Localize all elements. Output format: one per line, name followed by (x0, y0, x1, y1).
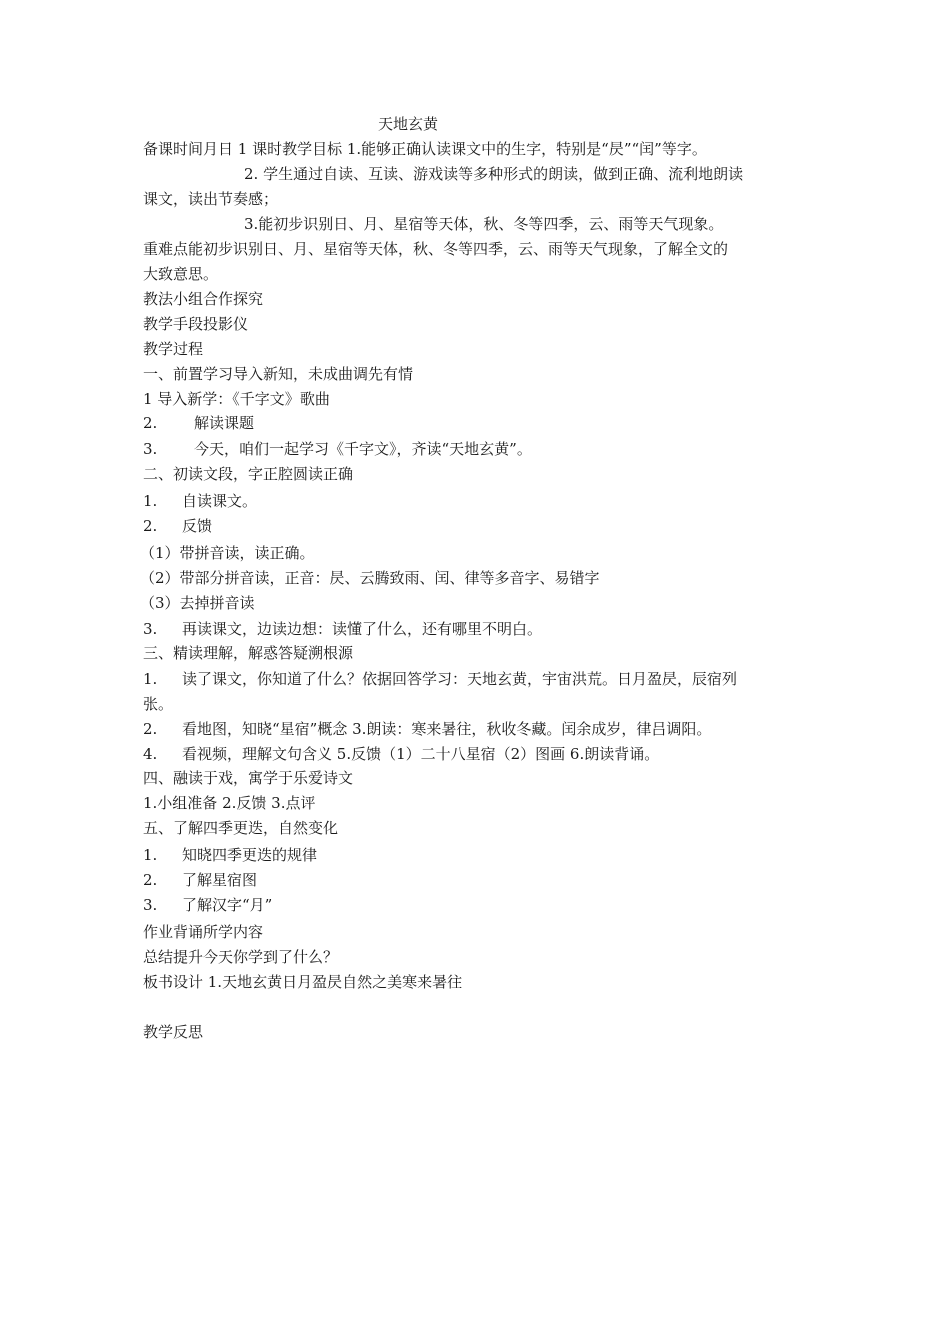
item-text: 今天，咱们一起学习《千字文》，齐读“天地玄黄”。 (194, 440, 532, 458)
item-number: 2. (143, 517, 158, 535)
section-5-title: 五、了解四季更迭，自然变化 (143, 819, 339, 837)
teaching-means: 教学手段投影仪 (143, 315, 249, 333)
section-3-item-1 (143, 669, 737, 689)
item-text: 看视频，理解文句含义 5.反馈（1）二十八星宿（2）图画 6.朗读背诵。 (182, 745, 660, 763)
section-2-item-3 (143, 619, 542, 639)
section-3-item-2 (143, 719, 711, 739)
item-number: 1. (143, 846, 158, 864)
item-number: 2. (143, 720, 158, 738)
item-number: 3. (143, 440, 158, 458)
difficulty-line-1: 重难点能初步识别日、月、星宿等天体，秋、冬等四季，云、雨等天气现象，了解全文的 (143, 240, 729, 258)
difficulty-line-2: 大致意思。 (143, 265, 219, 283)
summary: 总结提升今天你学到了什么？ (143, 948, 339, 966)
item-text: 反馈 (182, 517, 213, 535)
section-3-title: 三、精读理解，解惑答疑溯根源 (143, 644, 354, 662)
section-2-sub-3: （3）去掉拼音读 (140, 594, 255, 612)
section-2-title: 二、初读文段，字正腔圆读正确 (143, 465, 354, 483)
process-title: 教学过程 (143, 340, 204, 358)
section-5-item-2 (143, 870, 257, 890)
section-2-sub-2: （2）带部分拼音读，正音：昃、云腾致雨、闰、律等多音字、易错字 (140, 569, 600, 587)
item-text: 了解星宿图 (182, 871, 258, 889)
item-text: 读了课文，你知道了什么？依据回答学习：天地玄黄，宇宙洪荒。日月盈昃，辰宿列 (182, 670, 738, 688)
goal-3: 3.能初步识别日、月、星宿等天体，秋、冬等四季，云、雨等天气现象。 (244, 215, 724, 233)
item-text: 自读课文。 (182, 492, 258, 510)
section-5-item-1 (143, 845, 317, 865)
section-1-item-3 (143, 439, 532, 459)
section-5-item-3 (143, 895, 272, 915)
section-3-item-4 (143, 744, 659, 764)
item-number: 2. (143, 414, 158, 432)
teaching-method: 教法小组合作探究 (143, 290, 264, 308)
item-text: 知晓四季更迭的规律 (182, 846, 318, 864)
section-4-title: 四、融读于戏，寓学于乐爱诗文 (143, 769, 354, 787)
item-number: 2. (143, 871, 158, 889)
section-2-item-2 (143, 516, 212, 536)
header-line: 备课时间月日 1 课时教学目标 1.能够正确认读课文中的生字，特别是“昃”“闰”等字。 (143, 140, 707, 158)
section-1-item-1: 1 导入新学：《千字文》歌曲 (143, 390, 330, 408)
item-text: 再读课文，边读边想：读懂了什么，还有哪里不明白。 (182, 620, 543, 638)
section-1-title: 一、前置学习导入新知，未成曲调先有情 (143, 365, 414, 383)
board-design: 板书设计 1.天地玄黄日月盈昃自然之美寒来暑往 (143, 973, 463, 991)
section-4-items: 1.小组准备 2.反馈 3.点评 (143, 794, 316, 812)
teaching-reflection: 教学反思 (143, 1023, 204, 1041)
section-3-item-1-cont: 张。 (143, 695, 174, 713)
doc-title: 天地玄黄 (378, 115, 439, 133)
homework: 作业背诵所学内容 (143, 923, 264, 941)
item-text: 了解汉字“月” (182, 896, 273, 914)
item-text: 解读课题 (194, 414, 255, 432)
goal-2-line-2: 课文，读出节奏感； (143, 190, 279, 208)
item-number: 4. (143, 745, 158, 763)
item-text: 看地图，知晓“星宿”概念 3.朗读：寒来暑往，秋收冬藏。闰余成岁，律吕调阳。 (182, 720, 712, 738)
section-2-sub-1: （1）带拼音读，读正确。 (140, 544, 315, 562)
item-number: 3. (143, 896, 158, 914)
section-1-item-2 (143, 413, 254, 433)
section-2-item-1 (143, 491, 257, 511)
item-number: 3. (143, 620, 158, 638)
item-number: 1. (143, 492, 158, 510)
item-number: 1. (143, 670, 158, 688)
goal-2-line-1: 2. 学生通过自读、互读、游戏读等多种形式的朗读，做到正确、流利地朗读 (244, 165, 744, 183)
